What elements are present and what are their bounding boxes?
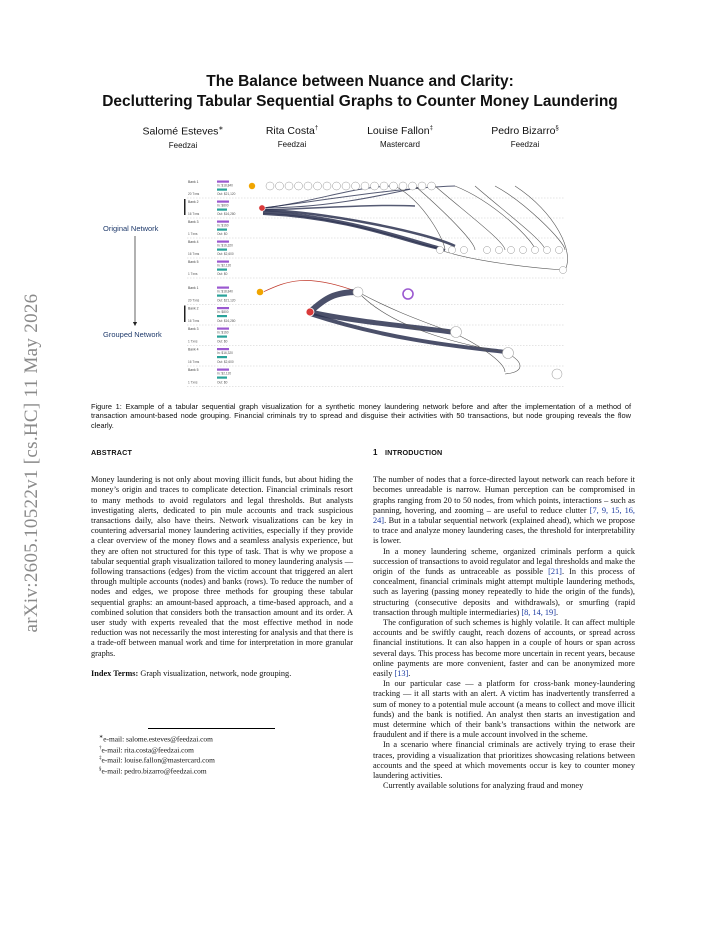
in-amount: In: $160 [217, 330, 229, 335]
in-bar [217, 348, 229, 350]
out-amount: Out: $2,600 [217, 360, 234, 364]
footnote-1: ∗e-mail: salome.esteves@feedzai.com [99, 734, 213, 744]
out-bar [217, 377, 227, 379]
grouped-node [403, 289, 413, 299]
out-bar [217, 269, 227, 271]
in-amount: In: $16,320 [217, 243, 233, 248]
account-node [390, 182, 398, 190]
intro-paragraph-1: The number of nodes that a force-directed layout network can reach before it becomes unreadable is narrow. Human perception can be compromised in graphs ranging from 20 to 50 nodes, from which points, interactions – such as panning, hovering, and zooming – are useful to reduce clutter [7, 9, 15, 16, 24]. But in a tabular sequential network (explained ahead), which we propose to trace and analyze money laundering cases, the threshold for interpretability is lower. [373, 475, 635, 546]
bank-label: Bank 2 [188, 200, 199, 204]
arxiv-stamp: arXiv:2605.10522v1 [cs.HC] 11 May 2026 [21, 293, 42, 633]
citation[interactable]: [8, 14, 19] [521, 607, 556, 617]
account-node [448, 246, 455, 253]
out-bar [217, 249, 227, 251]
txn-count: 1 Txns [188, 232, 198, 236]
intro-paragraph-5: In a scenario where financial criminals are actively trying to erase their traces, providing a visualization that prioritizes showcasing relations between accounts and the speed at which movements occur is key to counter money laundering activities. [373, 740, 635, 781]
footnote-4: §e-mail: pedro.bizarro@feedzai.com [99, 766, 207, 776]
in-amount: In: $18,840 [217, 183, 233, 188]
txn-count: 20 Txns [188, 298, 200, 303]
in-amount: In: $18,840 [217, 289, 233, 294]
account-node [555, 246, 562, 253]
account-node [285, 182, 293, 190]
footnote-rule [148, 728, 275, 729]
origin-node [249, 183, 256, 190]
label-original-network: Original Network [103, 224, 159, 233]
in-amount: In: $16,320 [217, 351, 233, 355]
out-bar [217, 356, 227, 358]
citation[interactable]: [7, 9, 15, 16, 24] [373, 505, 635, 526]
bank-label: Bank 3 [188, 220, 199, 224]
bank-label: Bank 3 [188, 327, 199, 331]
in-bar [217, 328, 229, 330]
account-node [323, 182, 331, 190]
out-amount: Out: $0 [217, 272, 228, 276]
txn-count: 1 Txns [188, 380, 198, 385]
account-node [531, 246, 538, 253]
account-node [342, 182, 350, 190]
author-2: Rita Costa† Feedzai [265, 125, 319, 149]
in-bar [217, 287, 229, 289]
figure-1 [95, 172, 630, 397]
grouped-node [552, 369, 562, 379]
account-node [483, 246, 490, 253]
out-bar [217, 295, 227, 297]
account-node [519, 246, 526, 253]
bank-label: Bank 4 [188, 240, 199, 244]
introduction-heading: 1 INTRODUCTION [373, 448, 443, 457]
out-amount: Out: $16,280 [217, 212, 236, 216]
in-amount: In: $160 [217, 223, 229, 228]
txn-count: 16 Txns [188, 319, 200, 323]
out-bar [217, 336, 227, 338]
in-bar [217, 201, 229, 203]
bank-label: Bank 1 [188, 180, 199, 184]
out-amount: Out: $21,120 [217, 192, 236, 196]
account-node [352, 182, 360, 190]
in-bar [217, 307, 229, 309]
paper-title [60, 72, 660, 112]
bank-label: Bank 2 [188, 306, 199, 311]
abstract-text: Money laundering is not only about moving illicit funds, but about hiding the money’s origin and traces to complicate detection. Financial criminals resort to many methods to avoid regulators and legal thresholds. But analysts investigating alerts, dedicated to pin mule accounts and track suspicious transactions daily, also have theirs. Network visualizations can be key in countering adversarial money laundering activities, especially if they provide a clear overview of the money flows and a seamless analysis experience, but they are often not structured for this type of task. That is why we propose a tabular sequential graph visualization tailored to money laundering analysis — following transactions (edges) from the victim account that triggered an alert through multiple accounts (nodes) and banks (rows). To reduce the number of nodes and edges, we propose three methods for grouping these tabular sequential graphs: an amount-based approach, a time-based approach, and a combined solution that considers both the transaction amount and its order. A user study with experts revealed that the most effective method in node reduction was not necessarily the most interesting for analysis and that there is a trade-off between manual work and time for interpretation in more granular graphs. [91, 475, 353, 658]
bank-label: Bank 4 [188, 347, 199, 352]
row-highlight-marker [184, 306, 186, 323]
out-bar [217, 229, 227, 231]
out-amount: Out: $2,600 [217, 252, 234, 256]
account-node [295, 182, 303, 190]
in-amount: In: $2,120 [217, 263, 232, 268]
account-node [409, 182, 417, 190]
in-amount: In: $800 [217, 310, 229, 314]
out-bar [217, 209, 227, 211]
account-node [361, 182, 369, 190]
author-3: Louise Fallon‡ Mastercard [367, 125, 433, 149]
out-amount: Out: $0 [217, 232, 228, 236]
account-node [543, 246, 550, 253]
footnotes [91, 728, 353, 776]
in-amount: In: $800 [217, 203, 229, 208]
index-terms: Index Terms: Graph visualization, network, node grouping. [91, 668, 292, 678]
label-grouped-network: Grouped Network [103, 330, 162, 339]
out-bar [217, 189, 227, 191]
account-node [380, 182, 388, 190]
author-4: Pedro Bizarro§ Feedzai [491, 125, 559, 149]
account-node [460, 246, 467, 253]
grouped-node [503, 348, 514, 359]
author-1: Salomé Esteves∗ Feedzai [142, 125, 224, 150]
account-node [399, 182, 407, 190]
intro-paragraph-4: In our particular case — a platform for cross-bank money-laundering tracking — it all starts with an alert. A victim has inadvertently transferred a sum of money to a potential mule account (a means to collect and move illicit funds) and the bank is notified. An analyst then starts an investigation and must determine which of their bank’s transactions within the network are fraudulent and if there is a mule account involved in the scheme. [373, 679, 635, 740]
origin-node [256, 288, 263, 295]
account-node [428, 182, 436, 190]
in-bar [217, 221, 229, 223]
in-bar [217, 369, 229, 371]
alert-node [259, 205, 265, 211]
txn-count: 1 Txns [188, 272, 198, 276]
in-bar [217, 261, 229, 263]
bank-label: Bank 1 [188, 286, 199, 290]
abstract-heading: ABSTRACT [91, 448, 133, 457]
account-node [266, 182, 274, 190]
txn-count: 1 Txns [188, 339, 198, 344]
left-column [91, 448, 353, 679]
account-node [418, 182, 426, 190]
in-bar [217, 181, 229, 183]
out-amount: Out: $21,120 [217, 298, 236, 303]
grouped-network-panel [184, 286, 565, 387]
row-highlight-marker [184, 199, 186, 215]
account-node [507, 246, 514, 253]
right-column [373, 448, 635, 792]
original-flows [263, 186, 568, 270]
title-line-1: The Balance between Nuance and Clarity: [206, 73, 514, 90]
account-node [371, 182, 379, 190]
citation[interactable]: [13] [394, 669, 409, 679]
footnote-3: ‡e-mail: louise.fallon@mastercard.com [99, 755, 215, 765]
txn-count: 20 Txns [188, 192, 200, 196]
out-amount: Out: $0 [217, 339, 228, 344]
intro-paragraph-3: The configuration of such schemes is highly volatile. It can affect multiple accounts and be swiftly caught, reach dozens of accounts, or spread across financial institutions. It can also happen in a couple of hours or span across several days. This process has become more uncertain in recent years, because online payments are more convenient, faster and can be anonymized more easily [13]. [373, 618, 635, 679]
in-amount: In: $2,120 [217, 371, 232, 376]
grouped-flows [263, 280, 520, 374]
out-amount: Out: $16,280 [217, 319, 236, 323]
citation[interactable]: [21] [548, 567, 562, 577]
alert-node [306, 308, 314, 316]
txn-count: 16 Txns [188, 252, 200, 256]
grouped-node [353, 287, 363, 297]
in-bar [217, 241, 229, 243]
figure-caption: Figure 1: Example of a tabular sequential graph visualization for a synthetic money laundering network before and after the implementation of a method of transaction amount-based node grouping. Financial criminals try to spread and disguise their activities with 50 transactions, but node grouping reveals the flow clearly. [91, 402, 631, 430]
intro-paragraph-2: In a money laundering scheme, organized criminals perform a quick succession of transactions to avoid regulator and legal thresholds and make the origin of the funds as untraceable as possible [21]. In this process of concealment, financial criminals might attempt multiple laundering methods, such as layering (passing money repeatedly to hide the origin of the funds), structuring (consecutive deposits and withdrawals), or smurfing (rapid transaction through multiple intermediaries) [8, 14, 19]. [373, 546, 635, 617]
txn-count: 16 Txns [188, 212, 200, 216]
account-node [304, 182, 312, 190]
title-line-2: Decluttering Tabular Sequential Graphs to Counter Money Laundering [102, 93, 618, 110]
bank-label: Bank 5 [188, 368, 199, 372]
account-node [495, 246, 502, 253]
bank-label: Bank 5 [188, 260, 199, 264]
account-node [314, 182, 322, 190]
account-node [559, 266, 566, 273]
intro-paragraph-6: Currently available solutions for analyzing fraud and money [383, 781, 584, 791]
account-node [276, 182, 284, 190]
footnote-2: †e-mail: rita.costa@feedzai.com [99, 745, 194, 755]
out-bar [217, 315, 227, 317]
account-node [436, 246, 443, 253]
txn-count: 16 Txns [188, 360, 200, 364]
out-amount: Out: $0 [217, 380, 228, 385]
grouped-node [451, 327, 462, 338]
account-node [333, 182, 341, 190]
